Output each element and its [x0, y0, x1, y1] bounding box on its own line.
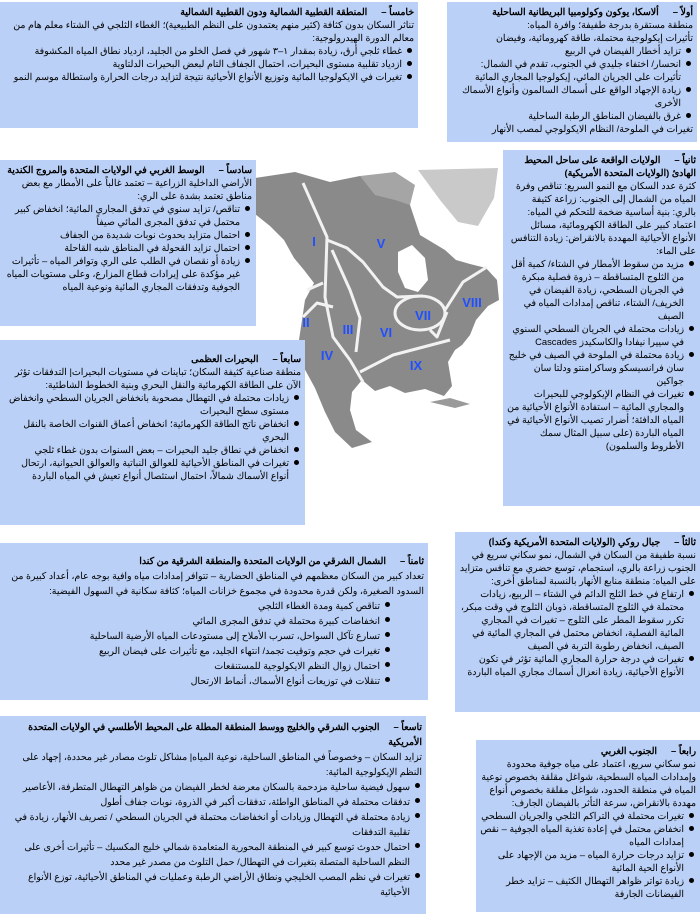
impact-list	[480, 809, 696, 900]
impact-list-item: غطاء ثلجي أرق، زيادة بمقدار ١–٣ شهور في فصل الخلو من الجليد، ازدياد نطاق المياه المكشوفة	[4, 44, 402, 57]
impact-list-item: تناقص/ تزايد سنوي في تدفق المجاري المائية؛ انخفاض كبير محتمل في تدفق المجرى المائي صيفاً	[4, 202, 240, 228]
impact-list-item: سهول فيضية ساحلية مزدحمة بالسكان معرضة لخطر الفيضان من ظواهر التهطال المتطرفة، الأعاصير	[4, 779, 410, 794]
region-number: أولاً –	[672, 6, 693, 17]
region-number: خامساً –	[381, 6, 414, 17]
region-box-arctic	[0, 2, 418, 128]
impact-list	[4, 202, 252, 293]
region-label-vi: VI	[379, 325, 393, 340]
region-label-vii: VII	[415, 308, 431, 323]
region-label-v: V	[376, 236, 386, 251]
impact-list-item: تغيرات في المناطق الأحيائية للعوالق النباتية والعوالق الحيوانية، ارتحال أنواع الأسماك شمالاً، احتمال استئصال أنواع تعيش في المياه الباردة	[4, 456, 289, 482]
impact-list-item: تنقلات في توزيعات أنواع الأسماك، أنماط الارتحال	[4, 673, 380, 688]
impact-list	[507, 257, 696, 452]
region-number: تاسعاً –	[393, 721, 422, 732]
region-intro: كثرة عدد السكان مع النمو السريع: تناقص وفرة المياه من الشمال إلى الجنوب: زراعة كثيفة بالري: بنية أساسية ضخمة للتحكم في المياه: اعتماد كبير على الطاقة الكهرومائية، مسائل الأنواع الأحيائية المهددة بالانقراض: زيادة التنافس على الماء:	[510, 180, 696, 256]
region-box-midwest	[0, 160, 256, 326]
impact-list-item: زيادة الإجهاد الواقع على أسماك السالمون وأنواع الأسماك الأخرى	[451, 83, 681, 109]
region-footer-note: تغيرات في الملوحة/ النظام الايكولوجي لمصب الأنهار	[491, 123, 693, 134]
impact-list-item: احتمال متزايد بحدوث نوبات شديدة من الجفاف	[4, 228, 240, 241]
region-heading	[451, 5, 693, 18]
impact-list-item: ازدياد تقلبية مستوى البحيرات، احتمال الجفاف التام لبعض البحيرات الدلتاوية	[4, 57, 402, 70]
cuba-island	[430, 398, 470, 408]
region-intro: نسبة طفيفة من السكان في الشمال، نمو سكاني سريع في الجنوب زراعة بالري، استجمام، توسع حضري مع تنافس متزايد على المياه: منطقة منابع الأنهار بالنسبة لمناطق أخرى:	[459, 549, 696, 586]
impact-list-item: تزايد أخطار الفيضان في الربيع	[451, 44, 681, 57]
region-intro-secondary: تأثيرات إيكولوجية محتملة، طاقة كهرومائية، وفيضان	[496, 32, 693, 43]
impact-list-item: تسارع تآكل السواحل، تسرب الأملاح إلى مستودعات المياه الأرضية الساحلية	[4, 628, 380, 643]
region-number: ثالثاً –	[674, 536, 696, 547]
region-heading	[4, 5, 414, 18]
impact-list-item: انخفاضات كبيرة محتملة في تدفق المجرى المائي	[4, 613, 380, 628]
impact-list-item: زيادة تواتر ظواهر التهطال الكثيف – تزايد خطر الفيضانات الجارفة	[480, 874, 684, 900]
region-heading	[459, 535, 696, 548]
region-intro: منطقة مستقرة بدرجة طفيفة؛ وافرة المياه:	[527, 19, 693, 30]
impact-list-item: انخفاض في نطاق جليد البحيرات – بعض السنوات بدون غطاء ثلجي	[4, 443, 289, 456]
impact-list-item: احتمال حدوث توسع كبير في المنطقة المحورية المتعامدة شمالي خليج المكسيك – تأثيرات أخرى على النظم الساحلية المتصلة بتغيرات في التهطال/ حمل التلوث من مصدر غير محدد	[4, 839, 410, 869]
region-title: المنطقة القطبية الشمالية ودون القطبية الشمالية	[180, 6, 368, 17]
impact-list	[4, 598, 424, 688]
region-box-rockies	[455, 532, 700, 712]
region-label-viii: VIII	[462, 295, 482, 310]
region-label-ix: IX	[409, 358, 423, 373]
impact-list-item: تغيرات في حجم وتوقيت تجمد/ انتهاء الجليد، مع تأثيرات على فيضان الربيع	[4, 643, 380, 658]
region-title: الجنوب الغربي	[600, 745, 658, 756]
region-heading	[507, 153, 696, 179]
region-box-southwest	[476, 740, 700, 912]
region-title: الشمال الشرقي من الولايات المتحدة والمنطقة الشرقية من كندا	[139, 555, 386, 566]
region-title: الوسط الغربي في الولايات المتحدة والمروج الكندية	[7, 164, 205, 175]
impact-list	[4, 44, 414, 83]
region-label-iii: III	[342, 322, 354, 337]
region-heading	[4, 553, 424, 568]
region-title: البحيرات العظمى	[191, 353, 259, 364]
region-intro: الأراضي الداخلية الزراعية – تعتمد غالباً على الأمطار مع بعض مناطق تعتمد بشدة على الري:	[21, 177, 252, 201]
region-box-pacific	[503, 150, 700, 506]
region-intro: تزايد السكان – وخصوصاً في المناطق الساحلية، نوعية المياه| مشاكل تلوث مصادر غير محددة، إجهاد على النظم الإيكولوجية المائية:	[22, 751, 422, 777]
region-title: جبال روكي (الولايات المتحدة الأمريكية وكندا)	[488, 536, 661, 547]
impact-list	[451, 44, 693, 122]
impact-list-item: تغيرات في درجة حرارة المجاري المائية تؤثر في تكون الأنواع الأحيائية، زيادة انعزال أسماك مجاري المياه الباردة	[459, 652, 684, 678]
region-label-iv: IV	[320, 348, 334, 363]
impact-list-item: انحسار/ اختفاء جليدي في الجنوب، تقدم في الشمال: تأثيرات على الجريان المائي، إيكولوجيا المجاري المائية	[451, 57, 681, 83]
region-heading	[480, 744, 696, 757]
region-title: ألاسكا، يوكون وكولومبيا البريطانية الساحلية	[492, 6, 659, 17]
region-intro: منطقة صناعية كثيفة السكان؛ تباينات في مستويات البحيرات| التدفقات تؤثر الآن على الطاقة الكهرمائية والنقل البحري وبنية الخطوط الشاطئية:	[14, 366, 301, 390]
impact-list-item: زيادة أو نقصان في الطلب على الري وتوافر المياه – تأثيرات غير مؤكدة على إيرادات قطاع المزارع، وعلى مستويات المياه الجوفية وتدفقات المجاري المائية ونوعية المياه	[4, 254, 240, 293]
impact-list-item: زيادات محتملة في الجريان السطحي السنوي في سييرا نيفادا والكاسكيدز Cascades	[507, 322, 684, 348]
impact-list-item: تغيرات في النظام الإيكولوجي للبحيرات والمجاري المائية – استفادة الأنواع الأحيائية من المياه الدافئة؛ أضرار تصيب الأنواع الأحيائية في المياه الباردة (على سبيل المثال سمك الأطروط والسلمون)	[507, 388, 684, 451]
impact-list-item: مزيد من سقوط الأمطار في الشتاء/ كمية أقل من الثلوج المتساقطة – ذروة فصلية مبكرة في الجريان السطحي، زيادة الفيضان في الخريف/ الشتاء، تناقص إمدادات المياه في الصيف	[507, 257, 684, 322]
region-title: الولايات الواقعة على ساحل المحيط الهادئ (الولايات المتحدة الأمريكية)	[524, 154, 696, 178]
region-label-i: I	[312, 234, 316, 249]
greenland-landmass	[418, 168, 498, 226]
region-number: سادساً –	[218, 164, 252, 175]
region-heading	[4, 719, 422, 749]
impact-list-item: تغيرات في الايكولوجيا المائية وتوزيع الأنواع الأحيائية نتيجة لتزايد درجات الحرارة واستطالة موسم النمو	[4, 70, 402, 83]
impact-list-item: زيادة محتملة في الملوحة في الصيف في خليج سان فرانسيسكو وساكرامنتو ودلتا سان جواكين	[508, 349, 684, 386]
impact-list-item: زيادات محتملة في التهطال مصحوبة بانخفاض الجريان السطحي وانخفاض مستوى سطح البحيرات	[4, 391, 289, 417]
region-number: رابعاً –	[671, 745, 696, 756]
impact-list-item: احتمال تزايد القحولة في المناطق شبه القاحلة	[4, 241, 240, 254]
region-intro: تناثر السكان بدون كثافة (كثير منهم يعتمدون على النظم الطبيعية)؛ الغطاء الثلجي في الشتاء معلم هام من معالم الدورة الهيدرولوجية:	[13, 19, 414, 43]
region-heading	[4, 352, 301, 365]
impact-list-item: تغيرات محتملة في التراكم الثلجي والجريان السطحي	[481, 810, 684, 821]
impact-list-item: غرق بالفيضان المناطق الرطبة الساحلية	[451, 109, 681, 122]
impact-list	[459, 587, 696, 678]
impact-list-item: انخفاض محتمل في إعادة تغذية المياه الجوفية – نقص إمدادات المياه	[480, 823, 684, 847]
impact-list-item: تدفقات محتملة في المناطق الواطئة، تدفقات أكبر في الذروة، نوبات جفاف أطول	[4, 794, 410, 809]
impact-list-item: احتمال زوال النظم الايكولوجية للمستنقعات	[4, 658, 380, 673]
impact-list-item: انخفاض ناتج الطاقة الكهرمائية؛ انخفاض أعماق القنوات الخاصة بالنقل البحري	[4, 417, 289, 443]
impact-list-item: تزايد درجات حرارة المياه – مزيد من الإجهاد على الأنواع الحية المائية	[480, 848, 684, 874]
region-box-northeast	[0, 543, 428, 700]
region-number: ثانياً –	[674, 154, 696, 165]
region-intro: نمو سكاني سريع، اعتماد على مياه جوفية محدودة وإمدادات المياه السطحية، شواغل مقلقة بخصوص نوعية المياه في منطقة الحدود، شواغل مقلقة بخصوص أنواع مهددة بالانقراض، سرعة التأثر بالفيضان الجارف:	[481, 758, 696, 808]
impact-list-item: تغيرات في نظم المصب الخليجي ونطاق الأراضي الرطبة وعمليات في المناطق الأحيائية، توزع الأنواع الأحيائية	[4, 869, 410, 899]
region-intro: تعداد كبير من السكان معظمهم في المناطق الحضارية – تتوافر إمدادات مياه وافية بوجه عام، أعداد كبيرة من السدود الصغيرة، ولكن قدرة محدودة في مجموع خزانات المياه؛ كثافة سكانية في السهول الفيضية:	[11, 570, 424, 596]
impact-list-item: زيادة محتملة في التهطال وزيادات أو انخفاضات محتملة في الجريان السطحي / تصريف الأنهار، زيادة في تقلبية التدفقات	[4, 809, 410, 839]
impact-list	[4, 391, 301, 482]
region-number: ثامناً –	[400, 555, 424, 566]
region-number: سابعاً –	[272, 353, 301, 364]
region-box-southeast	[0, 716, 426, 914]
impact-list	[4, 779, 422, 899]
region-heading	[4, 163, 252, 176]
impact-list-item: ارتفاع في خط الثلج الدائم في الشتاء – الربيع، زيادات محتملة في الثلوج المتساقطة، ذوبان الثلوج في وقت مبكر، تكرر سقوط المطر على الثلوج – تغيرات في المجاري المائية الفصلية، انخفاض محتمل في المجاري المائية في الصيف، انخفاض رطوبة التربة في الصيف	[460, 588, 684, 651]
region-box-great-lakes	[0, 340, 305, 525]
region-box-alaska	[447, 2, 697, 142]
region-label-ii: II	[302, 315, 310, 330]
impact-list-item: تناقص كمية ومدة الغطاء الثلجي	[4, 598, 380, 613]
region-title: الجنوب الشرقي والخليج ووسط المنطقة المطلة على المحيط الأطلسي في الولايات المتحدة الأمريكية	[28, 721, 422, 747]
